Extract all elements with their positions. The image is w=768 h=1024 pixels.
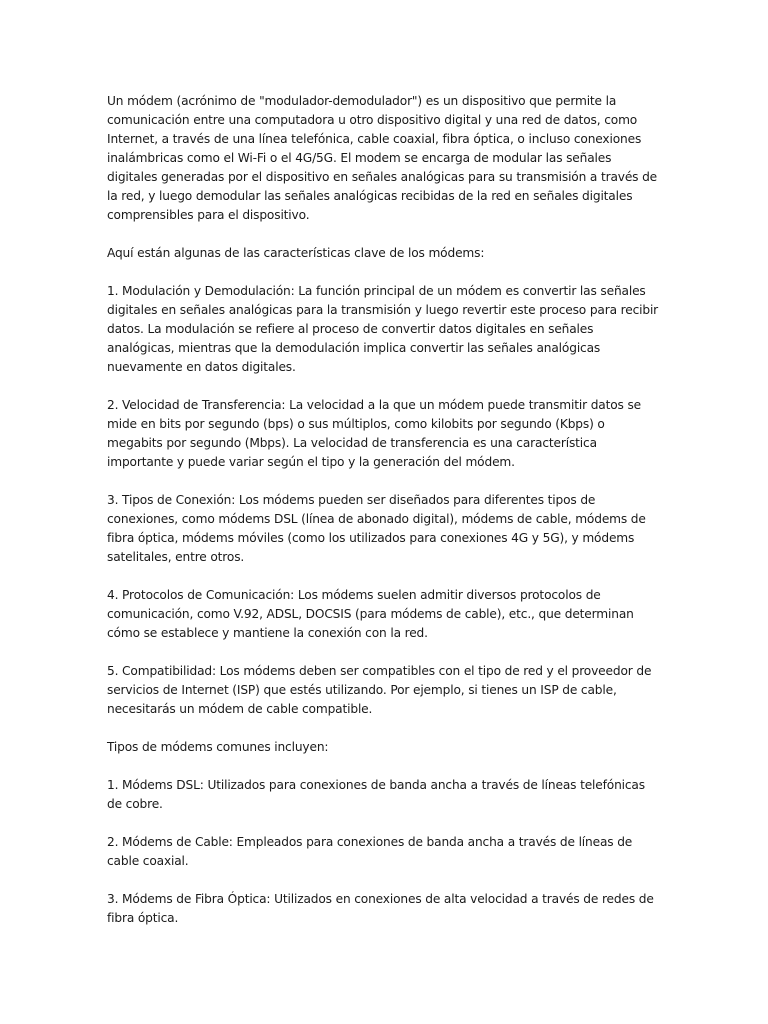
paragraph-compatibility: 5. Compatibilidad: Los módems deben ser compatibles con el tipo de red y el proveedor de servicios de Internet (ISP) que estés utilizando. Por ejemplo, si tienes un ISP de cable, necesitarás un módem de cable compatible. <box>107 664 652 716</box>
paragraph-cable-modems: 2. Módems de Cable: Empleados para conexiones de banda ancha a través de líneas de cable coaxial. <box>107 835 633 868</box>
paragraph-connection-types: 3. Tipos de Conexión: Los módems pueden ser diseñados para diferentes tipos de conexiones, como módems DSL (línea de abonado digital), módems de cable, módems de fibra óptica, módems móviles (como los utilizados para conexiones 4G y 5G), y módems satelitales, entre otros. <box>107 493 646 564</box>
paragraph-characteristics-heading: Aquí están algunas de las características clave de los módems: <box>107 246 485 260</box>
paragraph-fiber-modems: 3. Módems de Fibra Óptica: Utilizados en conexiones de alta velocidad a través de redes de fibra óptica. <box>107 892 654 925</box>
document-body <box>107 92 663 947</box>
paragraph-intro: Un módem (acrónimo de "modulador-demodulador") es un dispositivo que permite la comunicación entre una computadora u otro dispositivo digital y una red de datos, como Internet, a través de una línea telefónica, cable coaxial, fibra óptica, o incluso conexiones inalámbricas como el Wi-Fi o el 4G/5G. El modem se encarga de modular las señales digitales generadas por el dispositivo en señales analógicas para su transmisión a través de la red, y luego demodular las señales analógicas recibidas de la red en señales digitales comprensibles para el dispositivo. <box>107 94 658 222</box>
paragraph-modulation: 1. Modulación y Demodulación: La función principal de un módem es convertir las señales digitales en señales analógicas para la transmisión y luego revertir este proceso para recibir datos. La modulación se refiere al proceso de convertir datos digitales en señales analógicas, mientras que la demodulación implica convertir las señales analógicas nuevamente en datos digitales. <box>107 284 659 374</box>
paragraph-transfer-speed: 2. Velocidad de Transferencia: La velocidad a la que un módem puede transmitir datos se mide en bits por segundo (bps) o sus múltiplos, como kilobits por segundo (Kbps) o megabits por segundo (Mbps). La velocidad de transferencia es una característica importante y puede variar según el tipo y la generación del módem. <box>107 398 642 469</box>
paragraph-modem-types-heading: Tipos de módems comunes incluyen: <box>107 740 329 754</box>
paragraph-dsl-modems: 1. Módems DSL: Utilizados para conexiones de banda ancha a través de líneas telefónicas de cobre. <box>107 778 645 811</box>
paragraph-protocols: 4. Protocolos de Comunicación: Los módems suelen admitir diversos protocolos de comunicación, como V.92, ADSL, DOCSIS (para módems de cable), etc., que determinan cómo se establece y mantiene la conexión con la red. <box>107 588 634 640</box>
